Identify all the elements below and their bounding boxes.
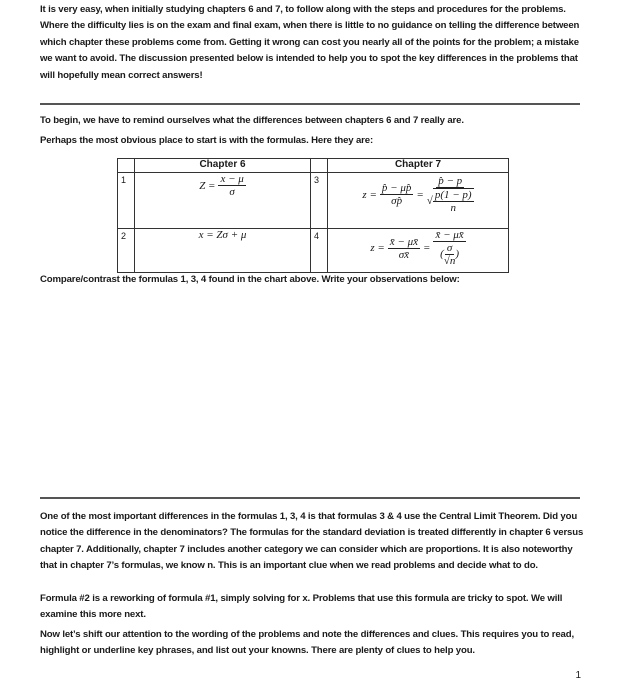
chapter-7-header: Chapter 7 [328, 159, 509, 173]
intro-paragraph: It is very easy, when initially studying chapters 6 and 7, to follow along with the steps and procedures for the problems. Where the difficulty lies is on the exam and final exam, when there is little to no guidance on telling the difference between which chapter these problems come from. Getting it wrong can cost you nearly all of the points for the problem; a mistake we want to avoid. The discussion presented below is intended to help you to spot the key differences in the problems that will hopefully mean correct answers! [40, 4, 580, 81]
formula-number: 3 [311, 173, 328, 229]
formula-number: 4 [311, 229, 328, 273]
answer-line [40, 497, 580, 499]
formula-2-paragraph: Formula #2 is a reworking of formula #1, simply solving for x. Problems that use this formula are tricky to spot. We will examine this more next. [40, 593, 563, 621]
denominator: σ [229, 186, 235, 198]
formula-number: 1 [118, 173, 135, 229]
numerator: x̄ − μx̄ [435, 229, 464, 241]
compare-prompt: Compare/contrast the formulas 1, 3, 4 found in the chart above. Write your observations below: [40, 274, 460, 285]
formula-2: x = Zσ + μ [135, 229, 311, 273]
numerator: p̂ − μp̂ [381, 182, 412, 194]
denominator-numerator: p(1 − p) [434, 189, 472, 201]
clt-paragraph: One of the most important differences in the formulas 1, 3, 4 is that formulas 3 & 4 use the Central Limit Theorem. Did you notice the difference in the denominators? The formulas for the standard deviation is treated differently in chapter 6 versus chapter 7. Additionally, chapter 7 includes another category we can consider which are proportions. It is also noteworthy that in chapter 7’s formulas, we know n. This is an important clue when we read problems and decide what to do. [40, 511, 584, 572]
wording-paragraph: Now let’s shift our attention to the wording of the problems and note the differences and clues. This requires you to read, highlight or underline key phrases, and list out your knowns. There are plenty of clues to help you. [40, 629, 574, 657]
denominator: σx̄ [398, 248, 410, 261]
formula-table [117, 158, 509, 273]
numerator: x̄ − μx̄ [389, 235, 419, 248]
formula-number: 2 [118, 229, 135, 273]
equals: = [416, 188, 424, 201]
formula-3: z = $\frac{p̂ - \mu p̂}{\sigma p̂}$ = p̂ − p √ $\frac{p(1 - p)}{n}$ [328, 173, 509, 229]
begin-paragraph: To begin, we have to remind ourselves what the differences between chapters 6 and 7 really are. [40, 115, 464, 126]
equals: = [423, 242, 431, 254]
answer-line [40, 103, 580, 105]
denominator: σp̂ [391, 195, 403, 207]
formula-lhs: Z = [199, 179, 216, 192]
formula-1 [135, 173, 311, 229]
formula-4: z = $\frac{x̄ - \mu x̄}{\sigma x̄}$ = x̄ − μx̄ ( $\frac{\sigma}{√n}$ ) [328, 229, 509, 273]
denominator-numerator: σ [446, 242, 453, 254]
chapter-6-header: Chapter 6 [135, 159, 311, 173]
denominator-denominator: n [450, 202, 456, 214]
formula-lhs: z = [362, 188, 377, 201]
perhaps-paragraph: Perhaps the most obvious place to start is with the formulas. Here they are: [40, 135, 373, 146]
denominator-denominator: √n [443, 255, 456, 267]
numerator: p̂ − p [438, 175, 463, 187]
numerator: x − μ [220, 173, 244, 185]
page-number: 1 [575, 670, 581, 681]
formula-lhs: z = [370, 242, 385, 254]
